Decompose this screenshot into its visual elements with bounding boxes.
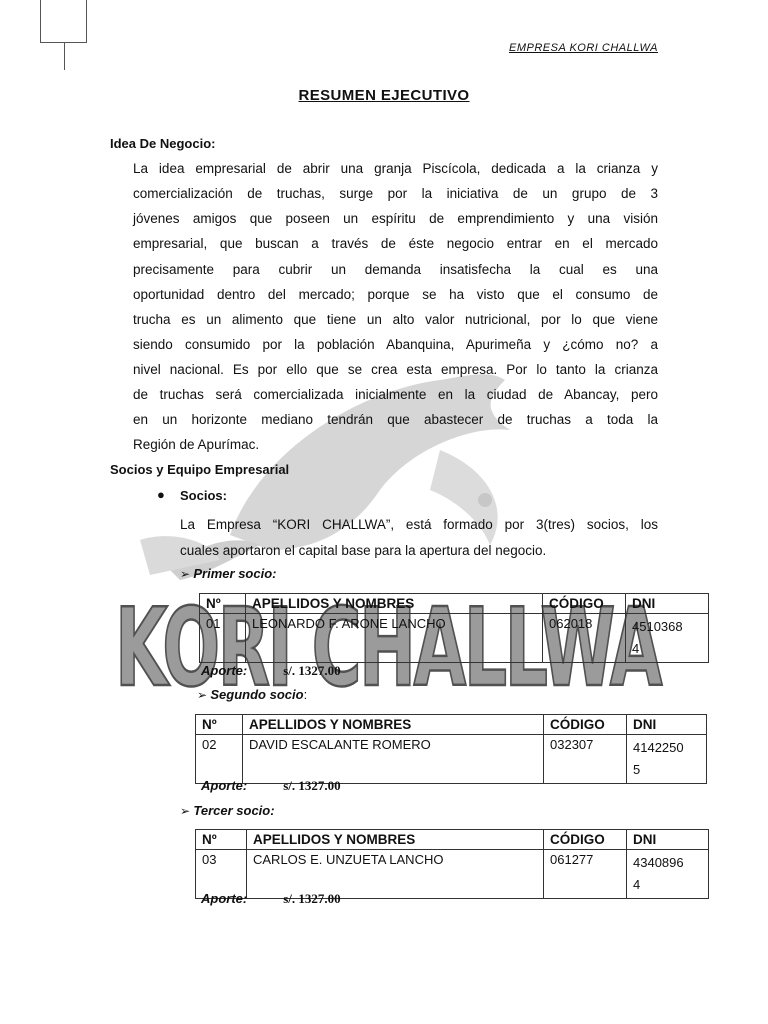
col-dni: DNI [626, 594, 709, 614]
col-nombre: APELLIDOS Y NOMBRES [243, 715, 544, 735]
col-dni: DNI [627, 830, 709, 850]
cell-nombre: CARLOS E. UNZUETA LANCHO [247, 850, 544, 899]
dni-part: 4340896 [633, 855, 684, 870]
socio-title-2: ➢ Segundo socio: [197, 687, 308, 702]
col-nombre: APELLIDOS Y NOMBRES [247, 830, 544, 850]
socio-title-3: ➢ Tercer socio: [180, 803, 275, 818]
bullet-dot: ● [157, 487, 165, 502]
cell-codigo: 061277 [544, 850, 627, 899]
aporte-2: Aporte: s/. 1327.00 [201, 778, 341, 793]
socio-title-1: ➢ Primer socio: [180, 566, 277, 581]
col-dni: DNI [627, 715, 707, 735]
idea-line: Región de Apurímac. [133, 437, 260, 452]
idea-line: siendo consumido por la población Abanquina, Apurimeña y ¿cómo no? a [133, 337, 658, 352]
socios-heading: Socios y Equipo Empresarial [110, 462, 290, 477]
table-header-row [196, 830, 709, 850]
dni-part: 5 [633, 762, 641, 777]
cell-n: 03 [196, 850, 247, 899]
watermark-text: KORI CHALLWA [115, 586, 663, 711]
socios-label: Socios: [180, 488, 227, 503]
idea-line: nivel nacional. Es por ello que se crea esta empresa. Por lo tanto la crianza [133, 362, 658, 377]
page-title: RESUMEN EJECUTIVO [298, 87, 470, 104]
arrow-icon: ➢ [197, 688, 211, 702]
cell-dni [627, 735, 707, 784]
table-row [200, 614, 709, 663]
idea-line: La idea empresarial de abrir una granja Piscícola, dedicada a la crianza y [133, 161, 658, 176]
idea-line: empresarial, que buscan a través de éste negocio entrar en el mercado [133, 236, 658, 251]
dni-part: 4 [632, 641, 640, 656]
idea-line: en un horizonte mediano tendrán que abastecer de truchas a toda la [133, 412, 658, 427]
cell-n: 01 [200, 614, 246, 663]
idea-line: oportunidad dentro del mercado; porque se ha visto que el consumo de [133, 287, 658, 302]
aporte-1: Aporte: s/. 1327.00 [201, 663, 341, 678]
idea-heading: Idea De Negocio: [110, 136, 216, 151]
corner-line [64, 42, 65, 70]
col-n: Nº [196, 830, 247, 850]
cell-codigo: 062018 [543, 614, 626, 663]
cell-nombre: LEONARDO F. ARONE LANCHO [246, 614, 543, 663]
company-header: EMPRESA KORI CHALLWA [509, 42, 658, 54]
socios-line: cuales aportaron el capital base para la apertura del negocio. [180, 543, 547, 558]
idea-line: comercialización de truchas, surge por la iniciativa de un grupo de 3 [133, 186, 658, 201]
socios-line: La Empresa “KORI CHALLWA”, está formado por 3(tres) socios, los [180, 517, 658, 532]
cell-n: 02 [196, 735, 243, 784]
socio-table-3 [195, 829, 709, 899]
socio-table-2 [195, 714, 707, 784]
col-n: Nº [196, 715, 243, 735]
corner-frame [40, 0, 87, 43]
idea-line: de truchas será comercializada inicialmente en la ciudad de Abancay, pero [133, 387, 658, 402]
idea-line: precisamente para cubrir un demanda insatisfecha la cual es una [133, 262, 658, 277]
cell-dni [627, 850, 709, 899]
cell-nombre: DAVID ESCALANTE ROMERO [243, 735, 544, 784]
idea-line: trucha es un alimento que tiene un alto valor nutricional, por lo que viene [133, 312, 658, 327]
col-codigo: CÓDIGO [544, 830, 627, 850]
col-n: Nº [200, 594, 246, 614]
table-header-row [196, 715, 707, 735]
arrow-icon: ➢ [180, 804, 194, 818]
dni-part: 4 [633, 877, 641, 892]
col-codigo: CÓDIGO [544, 715, 627, 735]
idea-line: jóvenes amigos que poseen un espíritu de emprendimiento y una visión [133, 211, 658, 226]
dni-part: 4510368 [632, 619, 683, 634]
cell-codigo: 032307 [544, 735, 627, 784]
cell-dni [626, 614, 709, 663]
col-nombre: APELLIDOS Y NOMBRES [246, 594, 543, 614]
dni-part: 4142250 [633, 740, 684, 755]
aporte-3: Aporte: s/. 1327.00 [201, 891, 341, 906]
socio-table-1 [199, 593, 709, 663]
table-header-row [200, 594, 709, 614]
col-codigo: CÓDIGO [543, 594, 626, 614]
arrow-icon: ➢ [180, 567, 194, 581]
